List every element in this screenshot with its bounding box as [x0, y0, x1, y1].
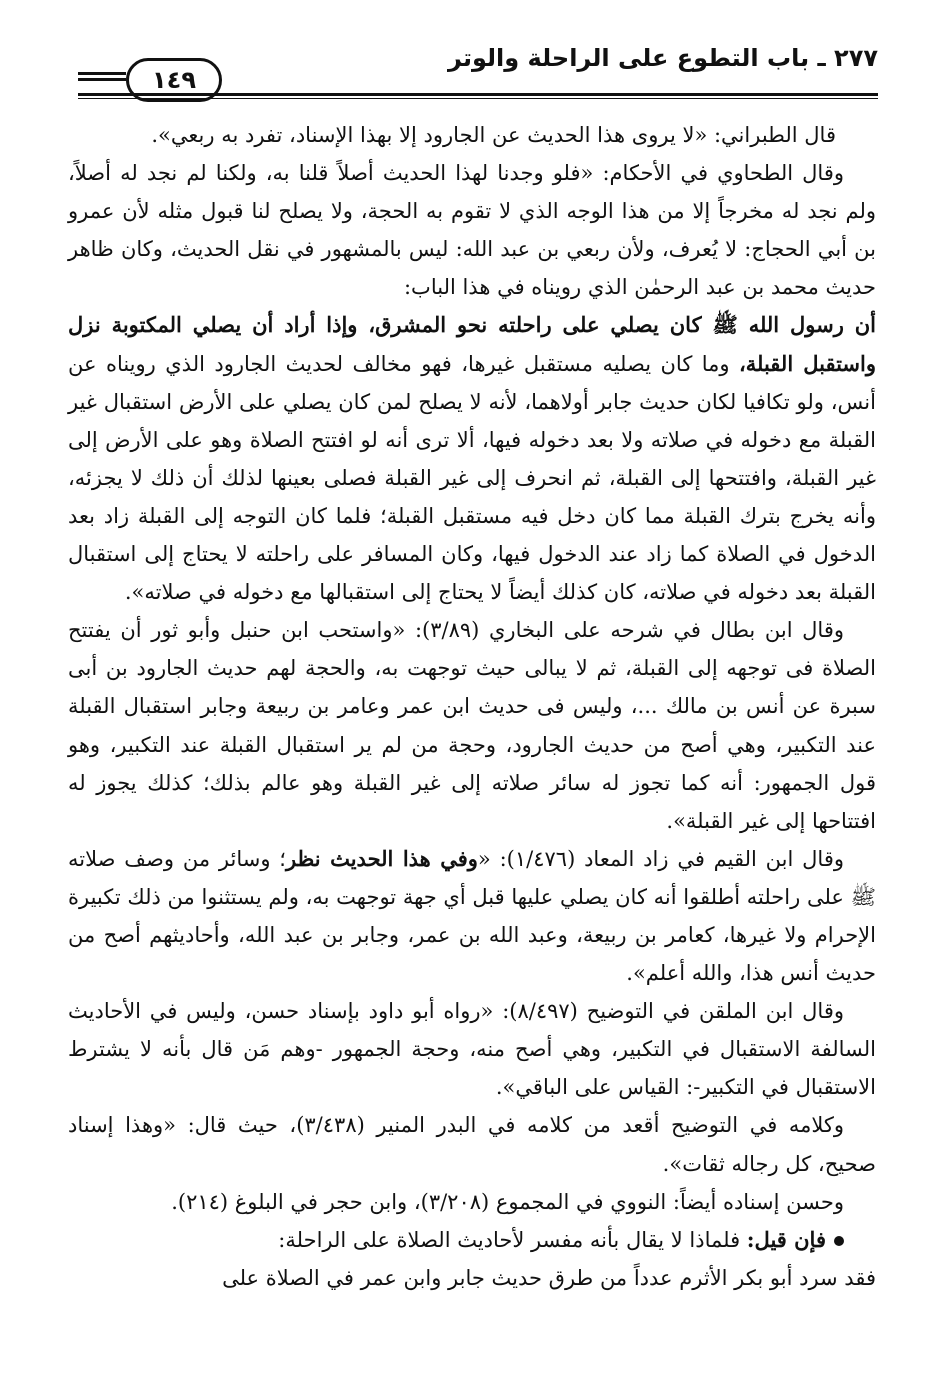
paragraph-text: فقد سرد أبو بكر الأثرم عدداً من طرق حديث جابر وابن عمر في الصلاة على [222, 1265, 876, 1290]
paragraph [68, 1183, 876, 1221]
paragraph [68, 840, 876, 992]
body-text [68, 116, 876, 1297]
paragraph-text: قال الطبراني: «لا يروى هذا الحديث عن الجارود إلا بهذا الإسناد، تفرد به ربعي». [151, 123, 836, 147]
paragraph [68, 306, 876, 611]
paragraph [68, 1221, 876, 1259]
paragraph [68, 116, 876, 154]
emphasized-text: وفي هذا الحديث نظر [285, 845, 478, 871]
page-number: ١٤٩ [152, 66, 196, 94]
bullet-icon [834, 1236, 844, 1246]
paragraph-text: وما كان يصليه مستقبل غيرها، فهو مخالف لحديث الجارود الذي رويناه عن أنس، ولو تكافيا لكان حديث جابر أولاهما، لأنه لا يصلح لمن كان يصلي على الأرض استقبال غير القبلة مع دخوله في صلاته ولا بعد دخوله فيها، ألا ترى أنه لو افتتح الصلاة وهو على الأرض إلى غير القبلة، وافتتحها إلى القبلة، ثم انحرف إلى غير القبلة فصلى بعينها لذلك أن ذلك لا يجزئه، وأنه يخرج بترك القبلة مما كان دخل فيه مستقبل القبلة؛ فلما كان التوجه إلى القبلة زاد بعد الدخول في الصلاة كما زاد عند الدخول فيها، وكان المسافر على راحلته لا يحتاج إلى استقبال القبلة بعد دخوله في صلاته، كان كذلك أيضاً لا يحتاج إلى استقبالها مع دخوله في صلاته». [68, 351, 876, 605]
paragraph [68, 154, 876, 306]
paragraph-text: وقال ابن الملقن في التوضيح (٨/٤٩٧): «رواه أبو داود بإسناد حسن، وليس في الأحاديث السالفة الاستقبال في التكبير، وهي أصح منه، وحجة الجمهور -وهم مَن قال بأنه لا يشترط الاستقبال في التكبير-: القياس على الباقي». [68, 999, 876, 1100]
paragraph [68, 992, 876, 1106]
paragraph-text: وقال ابن بطال في شرحه على البخاري (٣/٨٩): «واستحب ابن حنبل وأبو ثور أن يفتتح الصلاة فى توجهه إلى القبلة، ثم لا يبالى حيث توجهت به، والحجة لهم حديث الجارود بن أبى سبرة عن أنس بن مالك ...، وليس فى حديث ابن عمر وعامر بن ربيعة وجابر استقبال القبلة عند التكبير، وهي أصح من حديث الجارود، وحجة من لم ير استقبال القبلة عند التكبير، وهو قول الجمهور: أنه كما تجوز له سائر صلاته إلى غير القبلة وهو عالم بذلك؛ كذلك يجوز له افتتاحها إلى غير القبلة». [68, 618, 876, 833]
paragraph-text: فلماذا لا يقال بأنه مفسر لأحاديث الصلاة على الراحلة: [278, 1227, 747, 1252]
page-header [78, 38, 878, 98]
decorative-lines [78, 72, 126, 86]
emphasized-text: أن رسول الله ﷺ كان يصلي على راحلته نحو المشرق، وإذا أراد أن يصلي المكتوبة نزل واستقبل القبلة، [68, 312, 876, 376]
header-divider [78, 93, 878, 99]
paragraph [68, 1259, 876, 1297]
paragraph [68, 1106, 876, 1182]
paragraph-text: وقال الطحاوي في الأحكام: «فلو وجدنا لهذا الحديث أصلاً قلنا به، ولكنا لم نجد له أصلاً، ولم نجد له مخرجاً إلا من هذا الوجه الذي لا تقوم به الحجة، ولا يصلح لنا قبول مثله لأن عمرو بن أبي الحجاج: لا يُعرف، ولأن ربعي بن عبد الله: ليس بالمشهور في نقل الحديث، وكان ظاهر حديث محمد بن عبد الرحمٰن الذي رويناه في هذا الباب: [68, 161, 876, 300]
chapter-title: ٢٧٧ ـ باب التطوع على الراحلة والوتر [448, 44, 878, 72]
paragraph [68, 611, 876, 840]
paragraph-text: وحسن إسناده أيضاً: النووي في المجموع (٣/٢٠٨)، وابن حجر في البلوغ (٢١٤). [171, 1189, 844, 1214]
emphasized-text: فإن قيل: [746, 1226, 826, 1252]
paragraph-text: ؛ وسائر من وصف صلاته ﷺ على راحلته أطلقوا أنه كان يصلي عليها قبل أي جهة توجهت به، ولم يستثنوا من ذلك تكبيرة الإحرام ولا غيرها، كعامر بن ربيعة، وعبد الله بن عمر، وجابر بن عبد الله، وأحاديثهم أصح من حديث أنس هذا، والله أعلم». [68, 846, 876, 986]
paragraph-text: وقال ابن القيم في زاد المعاد (١/٤٧٦): « [477, 846, 845, 871]
paragraph-text: وكلامه في التوضيح أقعد من كلامه في البدر المنير (٣/٤٣٨)، حيث قال: «وهذا إسناد صحيح، كل رجاله ثقات». [68, 1113, 876, 1176]
